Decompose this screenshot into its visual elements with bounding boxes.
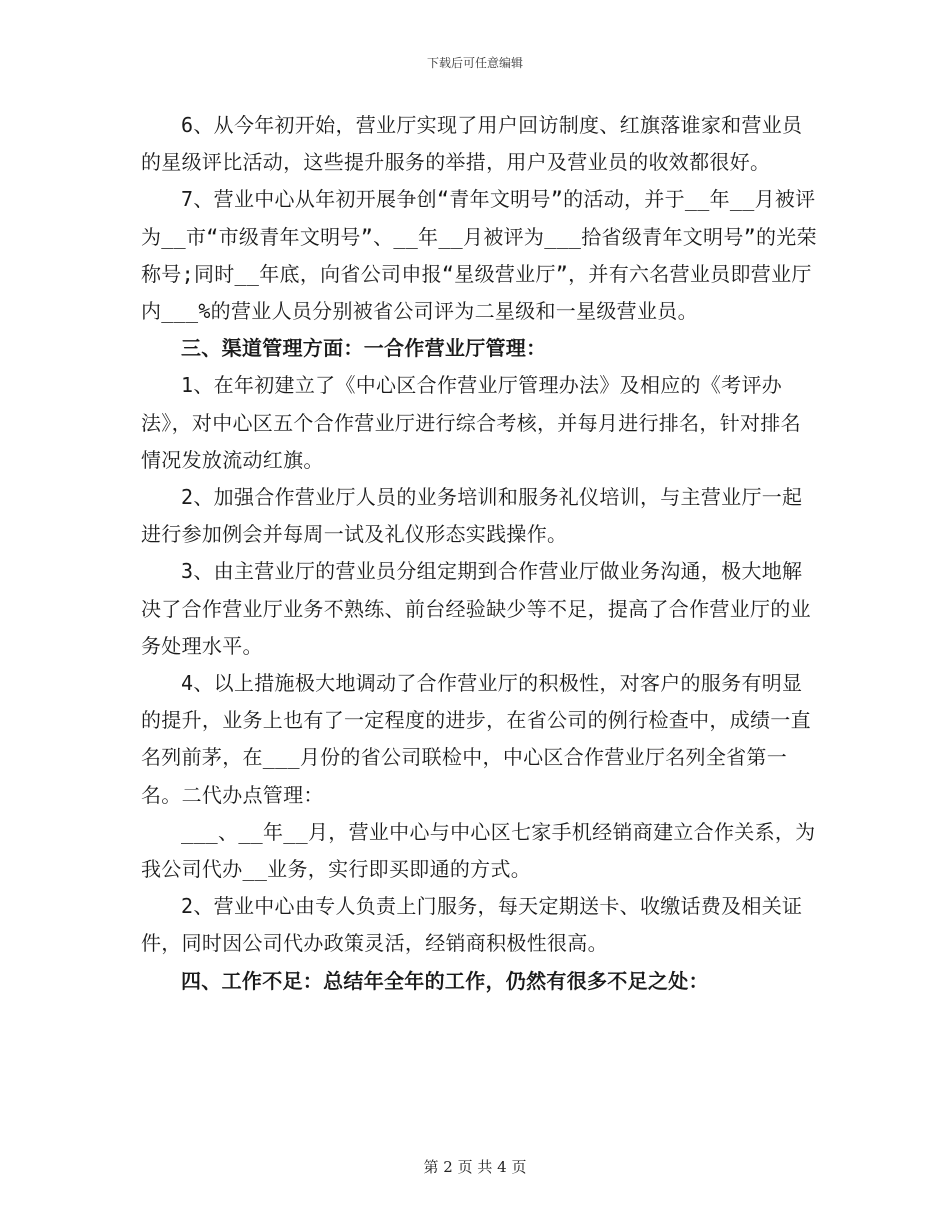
paragraph-channel-1: 1、在年初建立了《中心区合作营业厅管理办法》及相应的《考评办法》，对中心区五个合作营业厅进行综合考核，并每月进行排名，针对排名情况发放流动红旗。 xyxy=(141,373,801,472)
paragraph-agent-2: 2、营业中心由专人负责上门服务，每天定期送卡、收缴话费及相关证件，同时因公司代办政策灵活，经销商积极性很高。 xyxy=(141,894,803,956)
section-heading-shortcomings: 四、工作不足：总结年全年的工作，仍然有很多不足之处： xyxy=(181,968,709,993)
paragraph-channel-3: 3、由主营业厅的营业员分组定期到合作营业厅做业务沟通，极大地解决了合作营业厅业务不熟练、前台经验缺少等不足，提高了合作营业厅的业务处理水平。 xyxy=(141,559,811,658)
document-body xyxy=(141,107,817,1000)
paragraph-6: 6、从今年初开始，营业厅实现了用户回访制度、红旗落谁家和营业员的星级评比活动，这些提升服务的举措，用户及营业员的收效都很好。 xyxy=(141,113,803,175)
paragraph-channel-2: 2、加强合作营业厅人员的业务培训和服务礼仪培训，与主营业厅一起进行参加例会并每周一试及礼仪形态实践操作。 xyxy=(141,485,803,547)
page-number: 第 2 页 共 4 页 xyxy=(423,1158,527,1176)
page-header-note: 下载后可任意编辑 xyxy=(426,56,523,70)
paragraph-channel-4: 4、以上措施极大地调动了合作营业厅的积极性，对客户的服务有明显的提升，业务上也有了一定程度的进步，在省公司的例行检查中，成绩一直名列前茅，在___月份的省公司联检中，中心区合作营业厅名列全省第一名。二代办点管理： xyxy=(141,671,811,807)
paragraph-7: 7、营业中心从年初开展争创“青年文明号”的活动，并于__年__月被评为__市“市级青年文明号”、__年__月被评为___拾省级青年文明号”的光荣称号;同时__年底，向省公司申报“星级营业厅”，并有六名营业员即营业厅内___%的营业人员分别被省公司评为二星级和一星级营业员。 xyxy=(141,187,817,324)
paragraph-agent-1: ___、__年__月，营业中心与中心区七家手机经销商建立合作关系，为我公司代办__业务，实行即买即通的方式。 xyxy=(141,819,816,882)
section-heading-channel-management: 三、渠道管理方面：一合作营业厅管理： xyxy=(181,336,547,361)
